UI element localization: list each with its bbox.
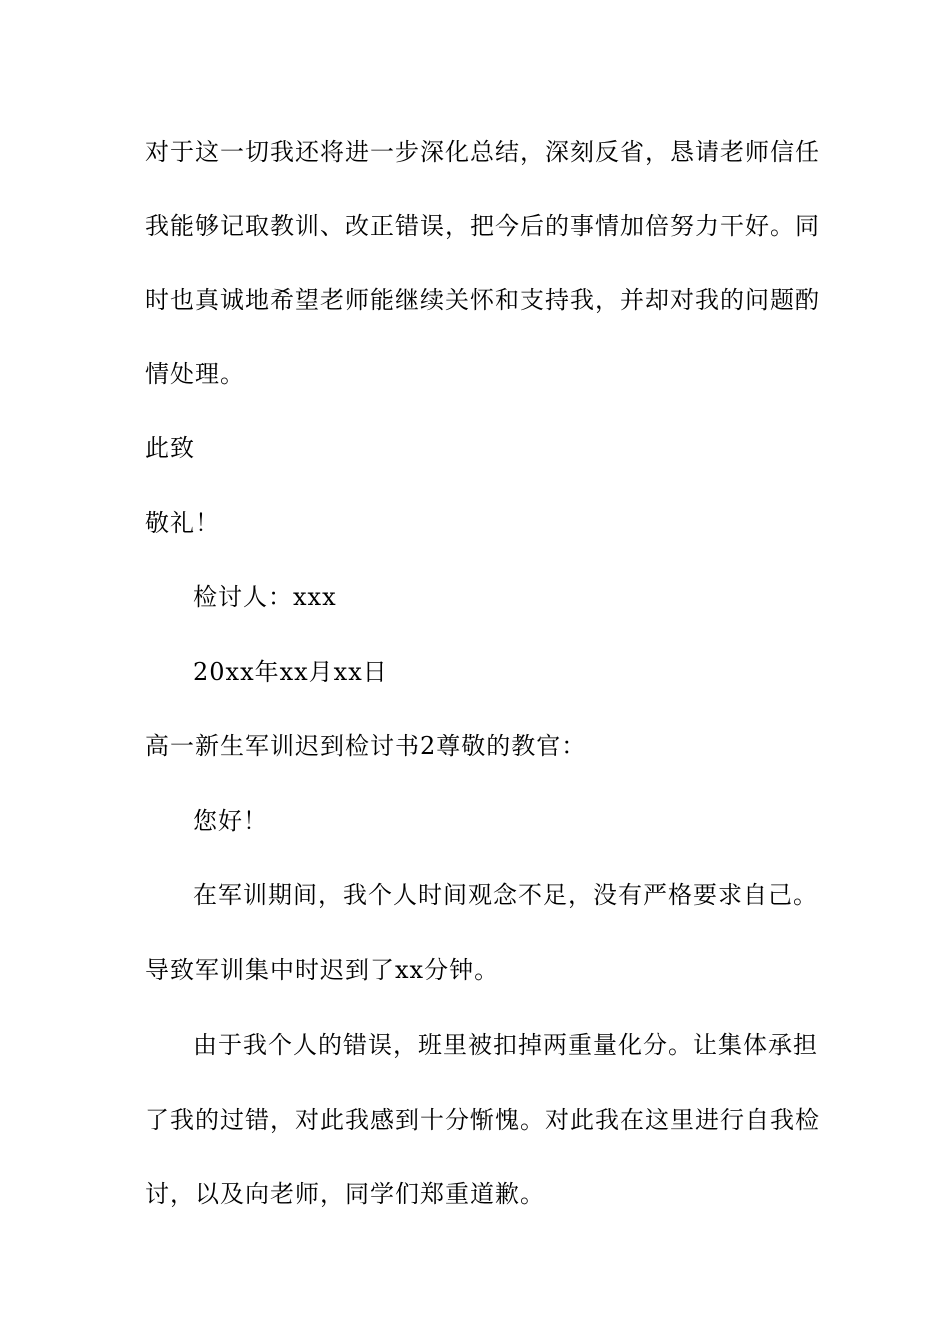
paragraph-line: 在军训期间，我个人时间观念不足，没有严格要求自己。 [193,881,818,909]
section-title: 高一新生军训迟到检讨书2尊敬的教官： [145,732,587,760]
paragraph-line: 时也真诚地希望老师能继续关怀和支持我，并却对我的问题酌 [145,286,820,314]
paragraph-line: 讨，以及向老师，同学们郑重道歉。 [145,1180,545,1208]
paragraph-line: 了我的过错，对此我感到十分惭愧。对此我在这里进行自我检 [145,1106,820,1134]
signature-date: 20xx年xx月xx日 [193,658,388,686]
paragraph-line: 我能够记取教训、改正错误，把今后的事情加倍努力干好。同 [145,212,820,240]
paragraph-line: 情处理。 [145,360,245,388]
greeting: 您好！ [193,807,268,835]
paragraph-line: 对于这一切我还将进一步深化总结，深刻反省，恳请老师信任 [145,138,820,166]
signature-author: 检讨人：xxx [193,583,337,611]
paragraph-line: 导致军训集中时迟到了xx分钟。 [145,956,500,984]
salutation-closing: 此致 [145,434,195,462]
salutation-regards: 敬礼！ [145,509,220,537]
paragraph-line: 由于我个人的错误，班里被扣掉两重量化分。让集体承担 [193,1031,818,1059]
